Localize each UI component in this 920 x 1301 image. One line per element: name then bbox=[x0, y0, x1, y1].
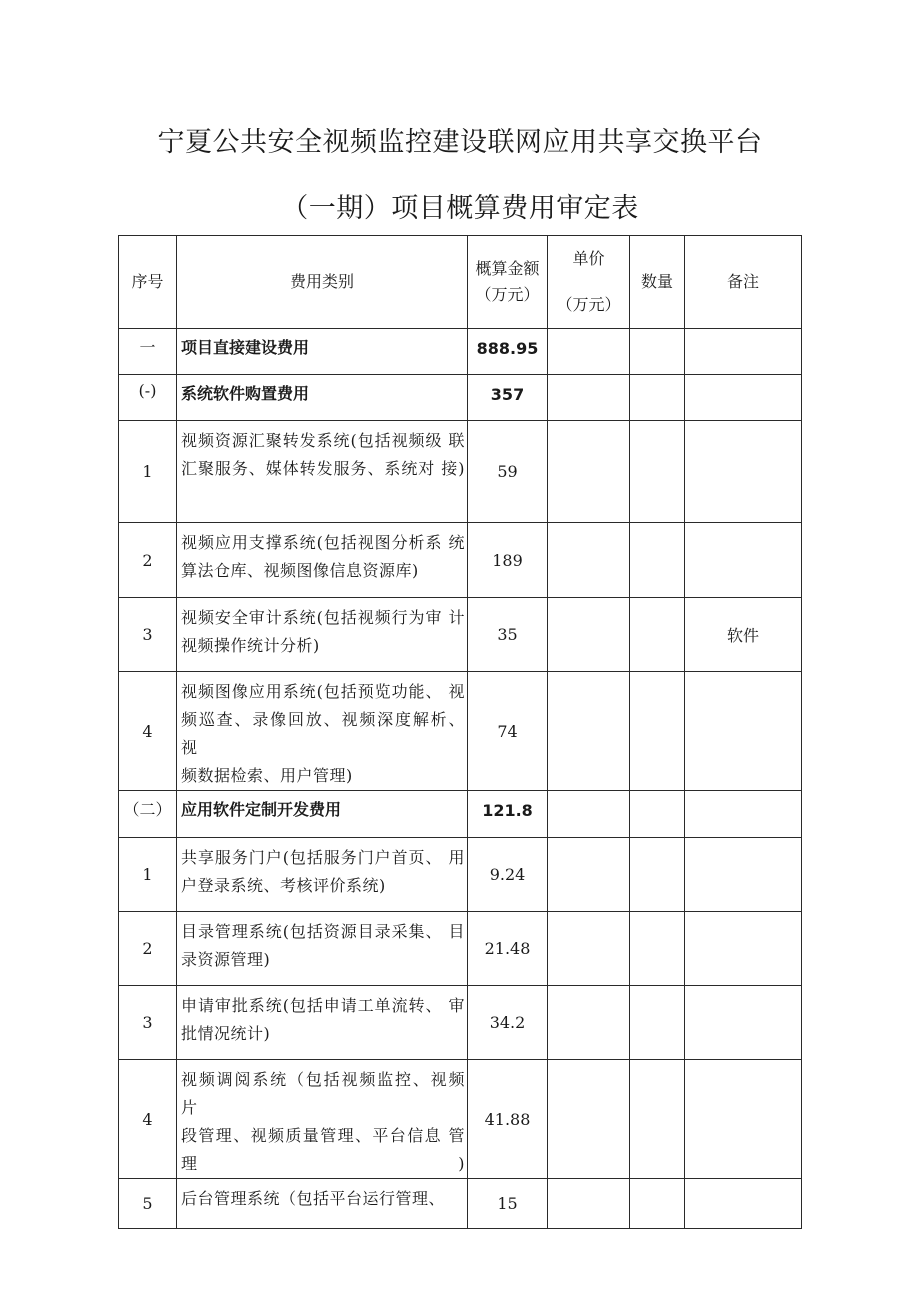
cost-table bbox=[118, 235, 802, 1229]
row-remark bbox=[685, 986, 802, 1060]
row-no: 5 bbox=[119, 1179, 177, 1229]
row-amount: 59 bbox=[468, 421, 548, 523]
table-row bbox=[119, 838, 802, 912]
header-remark: 备注 bbox=[685, 236, 802, 329]
row-unit-price bbox=[548, 791, 630, 838]
row-remark bbox=[685, 912, 802, 986]
row-unit-price bbox=[548, 1060, 630, 1179]
table-row bbox=[119, 523, 802, 598]
row-no: 1 bbox=[119, 421, 177, 523]
row-amount: 74 bbox=[468, 672, 548, 791]
row-quantity bbox=[630, 375, 685, 421]
row-remark bbox=[685, 421, 802, 523]
row-desc: 视频图像应用系统(包括预览功能、 视 频巡查、录像回放、视频深度解析、 视 频数据检索、用户管理) bbox=[177, 672, 468, 791]
row-desc: 视频安全审计系统(包括视频行为审 计 视频操作统计分析) bbox=[177, 598, 468, 672]
row-unit-price bbox=[548, 598, 630, 672]
header-no: 序号 bbox=[119, 236, 177, 329]
row-amount: 189 bbox=[468, 523, 548, 598]
row-quantity bbox=[630, 838, 685, 912]
row-unit-price bbox=[548, 986, 630, 1060]
row-no: (-) bbox=[119, 375, 177, 421]
table-row bbox=[119, 1060, 802, 1179]
row-amount: 15 bbox=[468, 1179, 548, 1229]
table-row bbox=[119, 791, 802, 838]
row-desc: 后台管理系统（包括平台运行管理、 bbox=[177, 1179, 468, 1229]
row-quantity bbox=[630, 986, 685, 1060]
row-unit-price bbox=[548, 523, 630, 598]
row-unit-price bbox=[548, 838, 630, 912]
table-row bbox=[119, 598, 802, 672]
row-unit-price bbox=[548, 672, 630, 791]
row-quantity bbox=[630, 523, 685, 598]
row-quantity bbox=[630, 672, 685, 791]
table-row bbox=[119, 375, 802, 421]
row-no: 1 bbox=[119, 838, 177, 912]
row-name: 系统软件购置费用 bbox=[177, 375, 468, 421]
row-no: 3 bbox=[119, 986, 177, 1060]
document-title-line1: 宁夏公共安全视频监控建设联网应用共享交换平台 bbox=[157, 127, 763, 158]
header-category: 费用类别 bbox=[177, 236, 468, 329]
row-quantity bbox=[630, 329, 685, 375]
row-amount: 35 bbox=[468, 598, 548, 672]
row-desc: 视频应用支撑系统(包括视图分析系 统 算法仓库、视频图像信息资源库) bbox=[177, 523, 468, 598]
row-quantity bbox=[630, 791, 685, 838]
row-unit-price bbox=[548, 421, 630, 523]
row-quantity bbox=[630, 1060, 685, 1179]
row-remark bbox=[685, 1179, 802, 1229]
row-amount: 41.88 bbox=[468, 1060, 548, 1179]
row-remark bbox=[685, 791, 802, 838]
header-amount: 概算金额 （万元） bbox=[468, 236, 548, 329]
row-no: 2 bbox=[119, 523, 177, 598]
row-remark: 软件 bbox=[685, 598, 802, 672]
row-name: 项目直接建设费用 bbox=[177, 329, 468, 375]
row-remark bbox=[685, 375, 802, 421]
row-amount: 9.24 bbox=[468, 838, 548, 912]
row-amount: 888.95 bbox=[468, 329, 548, 375]
row-no: （二） bbox=[119, 791, 177, 838]
document-title-line2: （一期）项目概算费用审定表 bbox=[281, 193, 639, 224]
row-amount: 357 bbox=[468, 375, 548, 421]
row-unit-price bbox=[548, 1179, 630, 1229]
table-row bbox=[119, 986, 802, 1060]
table-row bbox=[119, 421, 802, 523]
row-remark bbox=[685, 329, 802, 375]
row-no: 4 bbox=[119, 1060, 177, 1179]
row-desc: 共享服务门户(包括服务门户首页、 用 户登录系统、考核评价系统) bbox=[177, 838, 468, 912]
row-amount: 21.48 bbox=[468, 912, 548, 986]
row-quantity bbox=[630, 598, 685, 672]
row-no: 4 bbox=[119, 672, 177, 791]
table-header-row bbox=[119, 236, 802, 329]
row-quantity bbox=[630, 1179, 685, 1229]
row-desc: 视频调阅系统（包括视频监控、视频 片 段管理、视频质量管理、平台信息 管理) bbox=[177, 1060, 468, 1179]
row-unit-price bbox=[548, 329, 630, 375]
table-row bbox=[119, 912, 802, 986]
table-row bbox=[119, 329, 802, 375]
row-unit-price bbox=[548, 375, 630, 421]
row-unit-price bbox=[548, 912, 630, 986]
row-quantity bbox=[630, 912, 685, 986]
header-unit-price: 单价 （万元） bbox=[548, 236, 630, 329]
table-row bbox=[119, 1179, 802, 1229]
row-no: 3 bbox=[119, 598, 177, 672]
row-remark bbox=[685, 672, 802, 791]
row-no: 一 bbox=[119, 329, 177, 375]
row-desc: 视频资源汇聚转发系统(包括视频级 联 汇聚服务、媒体转发服务、系统对 接) bbox=[177, 421, 468, 523]
row-no: 2 bbox=[119, 912, 177, 986]
row-desc: 目录管理系统(包括资源目录采集、 目 录资源管理) bbox=[177, 912, 468, 986]
header-quantity: 数量 bbox=[630, 236, 685, 329]
row-name: 应用软件定制开发费用 bbox=[177, 791, 468, 838]
row-desc: 申请审批系统(包括申请工单流转、 审 批情况统计) bbox=[177, 986, 468, 1060]
row-remark bbox=[685, 1060, 802, 1179]
row-remark bbox=[685, 523, 802, 598]
row-remark bbox=[685, 838, 802, 912]
row-amount: 34.2 bbox=[468, 986, 548, 1060]
table-row bbox=[119, 672, 802, 791]
row-amount: 121.8 bbox=[468, 791, 548, 838]
row-quantity bbox=[630, 421, 685, 523]
